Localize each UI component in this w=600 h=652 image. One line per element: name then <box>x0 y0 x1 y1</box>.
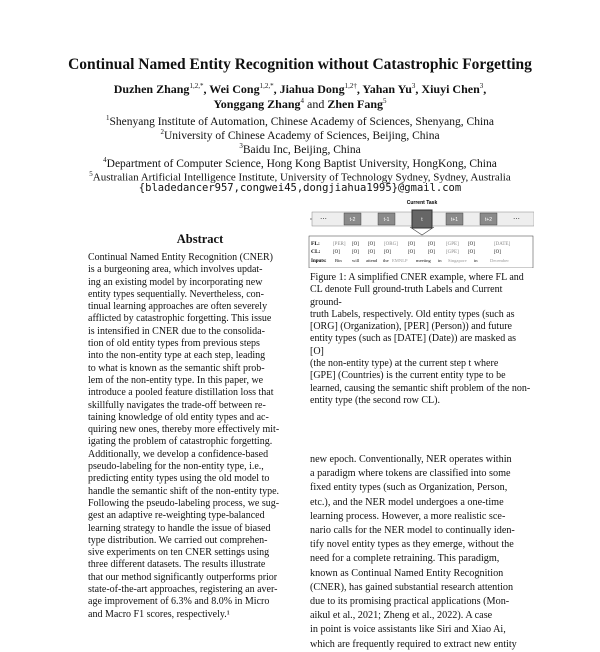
author: Xiuyi Chen$^3$ <box>421 82 484 96</box>
affiliation: $^1$Shenyang Institute of Automation, Chinese Academy of Sciences, Shenyang, China <box>105 114 495 128</box>
abstract-line: into the non-entity type at each step, leading <box>88 350 266 362</box>
body-line: nario calls for the NER model to continually iden- <box>310 525 515 537</box>
author: Duzhen Zhang$^{1,2,*}$ <box>113 82 204 96</box>
caption-line: CL denote Full ground-truth Labels and Current ground- <box>310 284 503 308</box>
abstract-line: state-of-the-art approaches, registering an aver- <box>88 584 278 596</box>
input-word: in <box>474 258 478 263</box>
body-line: learning process. However, a more realistic sce- <box>310 510 506 522</box>
input-word: meeting <box>416 258 431 263</box>
author: Zhen Fang$^5$ <box>327 97 387 111</box>
caption-line: truth Labels, respectively. Old entity types (such as <box>310 308 515 320</box>
body-line: which are frequently required to extract new entity <box>310 638 517 650</box>
input-word: the <box>383 258 389 263</box>
abstract-line: pseudo-labeling for the non-entity type, i.e., <box>88 461 264 473</box>
abstract-line: handle the semantic shift of the non-entity type. <box>88 485 280 497</box>
affiliation: $^5$Australian Artificial Intelligence Institute, University of Technology Sydney, Sydney, Australia <box>89 170 511 184</box>
cl-cell: [O] <box>352 250 359 255</box>
abstract-line: taining knowledge of old entity types and ac- <box>88 411 269 423</box>
abstract-line: Following the pseudo-labeling process, we sug- <box>88 497 280 509</box>
body-line: tify novel entity types as they emerge, without the <box>310 539 514 551</box>
fl-cell: [O] <box>468 242 475 247</box>
cl-cell: [O] <box>468 250 475 255</box>
caption-line: entity types (such as [DATE] (Date)) are masked as [O] <box>310 333 517 357</box>
fl-cell: [O] <box>408 242 415 247</box>
input-word: December <box>490 258 509 263</box>
abstract-line: learning strategy to handle the issue of biased <box>88 522 271 534</box>
paper-title: Continual Named Entity Recognition without Catastrophic Forgetting <box>68 56 532 73</box>
input-word: EMNLP <box>392 258 408 263</box>
body-line: a paradigm where tokens are classified into some <box>310 468 511 480</box>
abstract-line: age improvement of 6.3% and 8.0% in Micro <box>88 596 270 608</box>
input-word: attend <box>366 258 378 263</box>
abstract-line: type distribution. We carried out comprehen- <box>88 534 268 546</box>
abstract-line: quiring new ones, thereby more effectively mit- <box>88 424 280 436</box>
abstract-line: gest an adaptive re-weighting type-balanced <box>88 510 265 522</box>
abstract-line: entity types sequentially. Nevertheless, con- <box>88 288 264 300</box>
current-task-label: Current Task <box>406 200 438 206</box>
affiliation: $^3$Baidu Inc, Beijing, China <box>239 142 361 156</box>
task-step-label: t+2 <box>484 217 493 223</box>
caption-line: learned, causing the semantic shift problem of the non- <box>310 382 531 394</box>
abstract-line: sive experiments on ten CNER settings using <box>88 547 270 559</box>
caption-line: Figure 1: A simplified CNER example, where FL and <box>310 272 524 283</box>
task-step-label: t-1 <box>383 217 390 223</box>
cl-cell: [O] <box>333 250 340 255</box>
task-step-label: t+1 <box>450 217 459 223</box>
author-line-1: Duzhen Zhang$^{1,2,*}$, Wei Cong$^{1,2,*}$, Jiahua Dong$^{1,2\dagger}$, Yahan Yu$^3$, Xiuyi Chen$^3$, <box>113 82 487 96</box>
abstract-line: ing an existing model by incorporating new <box>88 276 263 288</box>
input-word: in <box>438 258 442 263</box>
abstract-heading: Abstract <box>176 232 224 246</box>
ellipsis-left: ··· <box>320 215 327 223</box>
affiliation: $^2$University of Chinese Academy of Sciences, Beijing, China <box>160 128 440 142</box>
abstract-line: to what is known as the semantic shift prob- <box>88 362 265 374</box>
input-word: will <box>352 258 360 263</box>
author: Yahan Yu$^3$ <box>362 82 416 96</box>
author: Jiahua Dong$^{1,2\dagger}$ <box>279 82 357 96</box>
abstract-line: Continual Named Entity Recognition (CNER) <box>88 252 273 263</box>
caption-line: entity type (the second row CL). <box>310 394 440 406</box>
fl-cell: [O] <box>352 242 359 247</box>
author: Yonggang Zhang$^4$ <box>213 97 305 111</box>
body-line: etc.), and the NER model undergoes a one-time <box>310 496 504 508</box>
fl-cell: [GPE] <box>446 242 459 247</box>
task-step-label: t <box>421 217 423 223</box>
inputs-row-label: Inputs: <box>311 259 327 264</box>
input-word: Bin <box>335 258 342 263</box>
cl-cell: [O] <box>408 250 415 255</box>
author-line-2 <box>0 97 600 112</box>
body-line: aikul et al., 2021; Zheng et al., 2022). A case <box>310 610 493 622</box>
cl-row-label: CL: <box>311 249 321 255</box>
abstract-line: lem of the non-entity type. In this paper, we <box>88 374 264 386</box>
abstract-line: skillfully navigates the trade-off between re- <box>88 399 266 411</box>
abstract-line: igating the problem of catastrophic forgetting. <box>88 436 273 448</box>
abstract-line: predicting entity types using the old model to <box>88 473 270 485</box>
fl-cell: [ORG] <box>384 242 398 247</box>
body-line: known as Continual Named Entity Recognition <box>310 567 504 579</box>
body-line: in point is voice assistants like Siri and Xiao Ai, <box>310 624 506 636</box>
abstract-line: that our method significantly outperforms prior <box>88 571 278 583</box>
input-word: Singapore <box>448 258 467 263</box>
task-step-label: t-2 <box>349 217 356 223</box>
abstract-line: introduce a pooled feature distillation loss that <box>88 387 274 399</box>
and-connector: and <box>307 97 325 111</box>
abstract-line: is a burgeoning area, which involves updat- <box>88 264 263 276</box>
fl-cell: [DATE] <box>494 242 511 247</box>
abstract-line: and Macro F1 scores, respectively.¹ <box>88 608 230 620</box>
figure-1-diagram <box>308 198 534 268</box>
body-line: new epoch. Conventionally, NER operates within <box>310 454 512 465</box>
body-line: (CNER), has gained substantial research attention <box>310 581 514 593</box>
cl-cell: [O] <box>368 250 375 255</box>
abstract-line: three different datasets. The results illustrate <box>88 559 266 571</box>
abstract-line: tion of old entity types from previous steps <box>88 338 260 350</box>
body-text <box>310 453 532 652</box>
cl-cell: [O] <box>384 250 391 255</box>
author-emails: {bladedancer957,congwei45,dongjiahua1995}@gmail.com <box>138 182 462 194</box>
cl-cell: [O] <box>428 250 435 255</box>
figure-1-caption <box>310 272 532 407</box>
fl-cell: [PER] <box>333 242 346 247</box>
ellipsis-right: ··· <box>513 215 520 223</box>
author: Wei Cong$^{1,2,*}$ <box>209 82 274 96</box>
fl-cell: [O] <box>428 242 435 247</box>
cl-cell: [GPE] <box>446 250 459 255</box>
body-line: need for a complete retraining. This paradigm, <box>310 553 500 565</box>
abstract-line: tinual learning approaches are often severely <box>88 301 268 313</box>
body-line: fixed entity types (such as Organization, Person, <box>310 482 508 494</box>
affiliation: $^4$Department of Computer Science, Hong Kong Baptist University, HongKong, China <box>103 156 497 170</box>
abstract-line: is intensified in CNER due to the consolida- <box>88 325 265 337</box>
abstract-line: Additionally, we develop a confidence-based <box>88 448 269 460</box>
body-line: due to its promising practical applications (Mon- <box>310 596 510 608</box>
abstract-body <box>88 252 312 621</box>
fl-cell: [O] <box>368 242 375 247</box>
cl-cell: [O] <box>494 250 501 255</box>
caption-line: (the non-entity type) at the current step t where <box>310 358 499 370</box>
abstract-line: afflicted by catastrophic forgetting. This issue <box>88 313 272 325</box>
fl-row-label: FL: <box>311 241 320 247</box>
caption-line: [ORG] (Organization), [PER] (Person)) and future <box>310 321 512 333</box>
caption-line: [GPE] (Countries) is the current entity type to be <box>310 370 506 382</box>
